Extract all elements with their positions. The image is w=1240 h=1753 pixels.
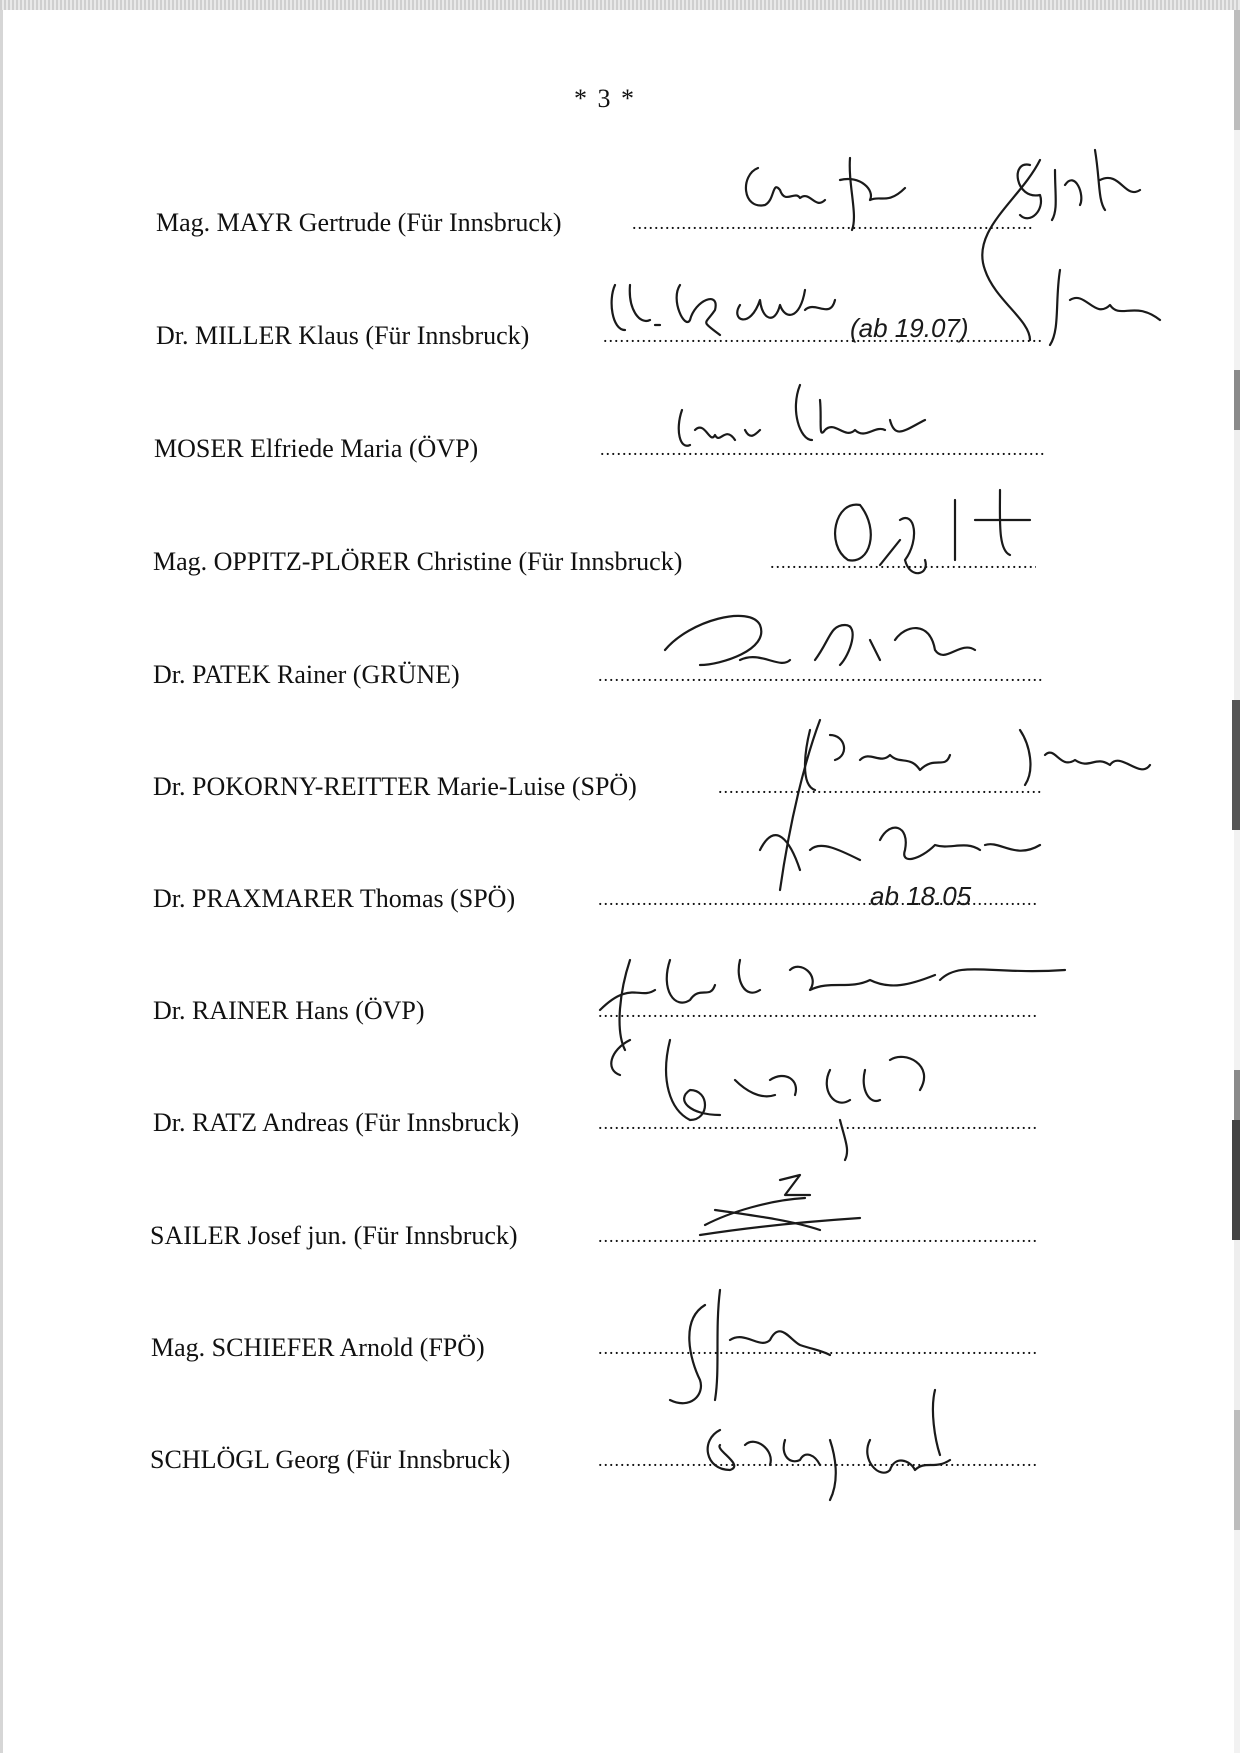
signature-praxmarer — [760, 828, 1040, 870]
signature-row — [0, 767, 1240, 807]
signature-line — [598, 879, 1038, 919]
member-name: Dr. RAINER Hans (ÖVP) — [153, 996, 425, 1025]
scan-edge-top — [0, 0, 1240, 10]
scan-edge-mark — [1232, 700, 1240, 830]
signature-line — [598, 1103, 1038, 1143]
signature-line — [632, 203, 1034, 243]
signature-row — [0, 316, 1240, 356]
signature-line — [598, 1328, 1038, 1368]
signature-row — [0, 1216, 1240, 1256]
page-number: * 3 * — [574, 84, 636, 113]
signature-row — [0, 1103, 1240, 1143]
member-name: Mag. SCHIEFER Arnold (FPÖ) — [151, 1333, 485, 1362]
signature-row — [0, 542, 1240, 582]
signature-line — [598, 1216, 1038, 1256]
signature-line — [600, 429, 1044, 469]
member-name: Dr. RATZ Andreas (Für Innsbruck) — [153, 1108, 520, 1137]
signature-line — [603, 316, 1043, 356]
signature-line — [598, 991, 1038, 1031]
signature-row — [0, 1328, 1240, 1368]
member-name: Dr. PATEK Rainer (GRÜNE) — [153, 660, 460, 689]
signature-row — [0, 879, 1240, 919]
member-name: Dr. PRAXMARER Thomas (SPÖ) — [153, 884, 516, 913]
member-name: Mag. OPPITZ-PLÖRER Christine (Für Innsbruck) — [153, 547, 683, 576]
member-name: SCHLÖGL Georg (Für Innsbruck) — [150, 1445, 511, 1474]
member-name: Dr. MILLER Klaus (Für Innsbruck) — [156, 321, 530, 350]
signature-row — [0, 655, 1240, 695]
member-name: Mag. MAYR Gertrude (Für Innsbruck) — [156, 208, 562, 237]
signature-row — [0, 429, 1240, 469]
signature-line — [770, 542, 1036, 582]
signature-line — [718, 767, 1042, 807]
signature-row — [0, 203, 1240, 243]
signature-line — [598, 1440, 1038, 1480]
member-name: SAILER Josef jun. (Für Innsbruck) — [150, 1221, 518, 1250]
miller-date-note: (ab 19.07) — [850, 313, 969, 343]
signature-row — [0, 1440, 1240, 1480]
member-name: Dr. POKORNY-REITTER Marie-Luise (SPÖ) — [153, 772, 637, 801]
signature-line — [598, 655, 1042, 695]
member-name: MOSER Elfriede Maria (ÖVP) — [154, 434, 479, 463]
praxmarer-date-note: ab 18.05 — [870, 881, 972, 911]
signature-row — [0, 991, 1240, 1031]
